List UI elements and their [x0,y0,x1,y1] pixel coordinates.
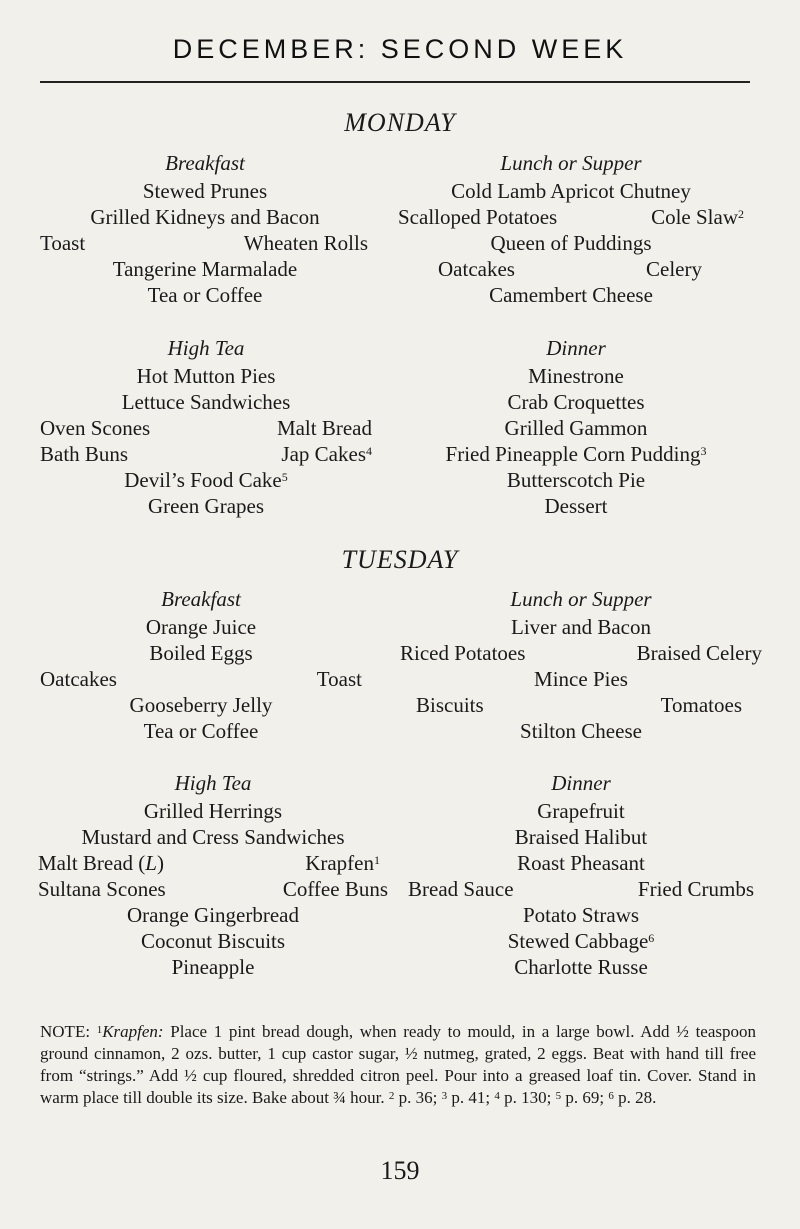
menu-item: Green Grapes [147,494,265,518]
meal-heading: Dinner [551,771,611,795]
menu-line [40,230,370,256]
menu-item: Butterscotch Pie [506,468,646,492]
menu-item: Hot Mutton Pies [136,364,276,388]
menu-line [408,928,754,954]
note-text: Place 1 pint bread dough, when ready to mould, in a large bowl. Add ½ teaspoon ground cinnamon, 2 ozs. butter, 1 cup castor sugar, ½ nutmeg, grated, 2 eggs. Beat with hand till free from “strings.” Add ½ cup floured, shredded citron peel. Pour into a greased loaf tin. Cover. Stand in warm place till double its size. Bake about ¾ hour. [40,1022,756,1107]
meal-heading: Dinner [546,336,606,360]
menu-item: Gooseberry Jelly [129,693,273,717]
meal-heading: Lunch or Supper [510,587,652,611]
page-ref: p. 28. [618,1088,657,1107]
menu-item: Tea or Coffee [143,719,259,743]
menu-item: Tomatoes [660,693,742,717]
footnote-ref: 6 [608,1090,614,1102]
menu-line [408,876,754,902]
page-ref: p. 130; [504,1088,552,1107]
menu-line [400,692,762,718]
menu-item: Roast Pheasant [517,851,645,875]
menu-line [40,666,362,692]
meal-heading: Breakfast [161,587,241,611]
menu-item: Stewed Prunes [142,179,268,203]
day-heading-tuesday: TUESDAY [341,545,459,574]
menu-item: Bath Buns [40,442,129,466]
menu-item: Krapfen [305,851,374,875]
page-ref: p. 41; [451,1088,491,1107]
menu-item: Jap Cakes [281,442,366,466]
menu-item: Malt Bread [276,416,372,440]
menu-item: Orange Gingerbread [127,903,299,927]
note-term: Krapfen: [102,1022,164,1041]
monday-breakfast [40,150,370,308]
menu-item: Liver and Bacon [511,615,651,639]
menu-item: Boiled Eggs [149,641,253,665]
menu-line [40,441,372,467]
menu-line [398,256,744,282]
menu-item: Devil’s Food Cake [124,468,282,492]
menu-item: Mince Pies [534,667,628,691]
menu-item: Minestrone [528,364,624,388]
menu-item: Grilled Herrings [143,799,283,823]
menu-item: Celery [646,257,702,281]
footnote-ref: 6 [648,931,655,945]
menu-item: ) [156,851,164,875]
menu-item: Fried Pineapple Corn Pudding [445,442,701,466]
menu-item: Stilton Cheese [520,719,642,743]
menu-item: Coffee Buns [282,877,388,901]
page-number: 159 [380,1156,420,1185]
menu-item: Mustard and Cress Sandwiches [81,825,345,849]
menu-item: Grilled Kidneys and Bacon [90,205,320,229]
menu-item: Oatcakes [40,667,117,691]
meal-heading: Breakfast [165,151,245,175]
tuesday-lunch [400,586,762,744]
menu-item: Camembert Cheese [489,283,653,307]
monday-dinner [400,335,752,519]
menu-item: Malt Bread ( [38,851,146,875]
footnote-ref: 3 [700,444,707,458]
menu-item: Biscuits [416,693,484,717]
monday-lunch [398,150,744,308]
menu-item: Scalloped Potatoes [398,205,558,229]
menu-item: Bread Sauce [408,877,514,901]
menu-item: Potato Straws [522,903,640,927]
menu-line [400,441,752,467]
page-ref: p. 36; [398,1088,438,1107]
meal-heading: High Tea [174,771,252,795]
menu-item: Toast [40,231,86,255]
menu-item: Cold Lamb Apricot Chutney [451,179,691,203]
tuesday-high-tea [36,770,390,980]
menu-item: Fried Crumbs [637,877,754,901]
menu-item: Oatcakes [438,257,515,281]
meal-heading: Lunch or Supper [500,151,642,175]
menu-item: Orange Juice [145,615,257,639]
footnote-ref: 1 [374,853,380,867]
menu-line [400,640,762,666]
menu-item: Coconut Biscuits [140,929,286,953]
menu-item: Pineapple [171,955,255,979]
menu-item: Tea or Coffee [147,283,263,307]
menu-line [36,876,390,902]
menu-item: Stewed Cabbage [507,929,649,953]
monday-high-tea [40,335,372,519]
running-head: DECEMBER: SECOND WEEK [172,34,628,64]
footnote-ref: 1 [96,1024,103,1036]
footnote-ref: 5 [281,470,288,484]
menu-item: Oven Scones [40,416,151,440]
note-label: NOTE: [40,1022,91,1041]
menu-item-italic: L [145,851,157,875]
menu-item: Sultana Scones [38,877,166,901]
menu-item: Dessert [544,494,608,518]
footnote-ref: 5 [555,1090,562,1102]
menu-item: Cole Slaw [651,205,738,229]
header-rule [40,81,750,83]
menu-line [40,415,372,441]
footnote-ref: 2 [738,207,744,221]
menu-line [36,850,390,876]
footnote-ref: 4 [494,1090,500,1102]
menu-item: Riced Potatoes [400,641,526,665]
footnote-block [40,1021,756,1109]
meal-heading: High Tea [167,336,245,360]
menu-item: Wheaten Rolls [243,231,368,255]
menu-item: Toast [316,667,362,691]
menu-item: Grapefruit [537,799,625,823]
tuesday-breakfast [40,586,362,744]
footnote-ref: 4 [366,444,372,458]
footnote-ref: 2 [388,1090,395,1102]
menu-line [398,204,744,230]
menu-item: Queen of Puddings [490,231,652,255]
tuesday-dinner [408,770,754,980]
menu-item: Braised Celery [636,641,762,665]
menu-line [40,467,372,493]
menu-item: Tangerine Marmalade [112,257,298,281]
day-heading-monday: MONDAY [344,108,456,137]
menu-item: Grilled Gammon [504,416,648,440]
menu-item: Charlotte Russe [514,955,648,979]
menu-item: Lettuce Sandwiches [121,390,291,414]
menu-item: Crab Croquettes [507,390,645,414]
footnote-ref: 3 [441,1090,448,1102]
page-ref: p. 69; [565,1088,605,1107]
menu-item: Braised Halibut [514,825,648,849]
